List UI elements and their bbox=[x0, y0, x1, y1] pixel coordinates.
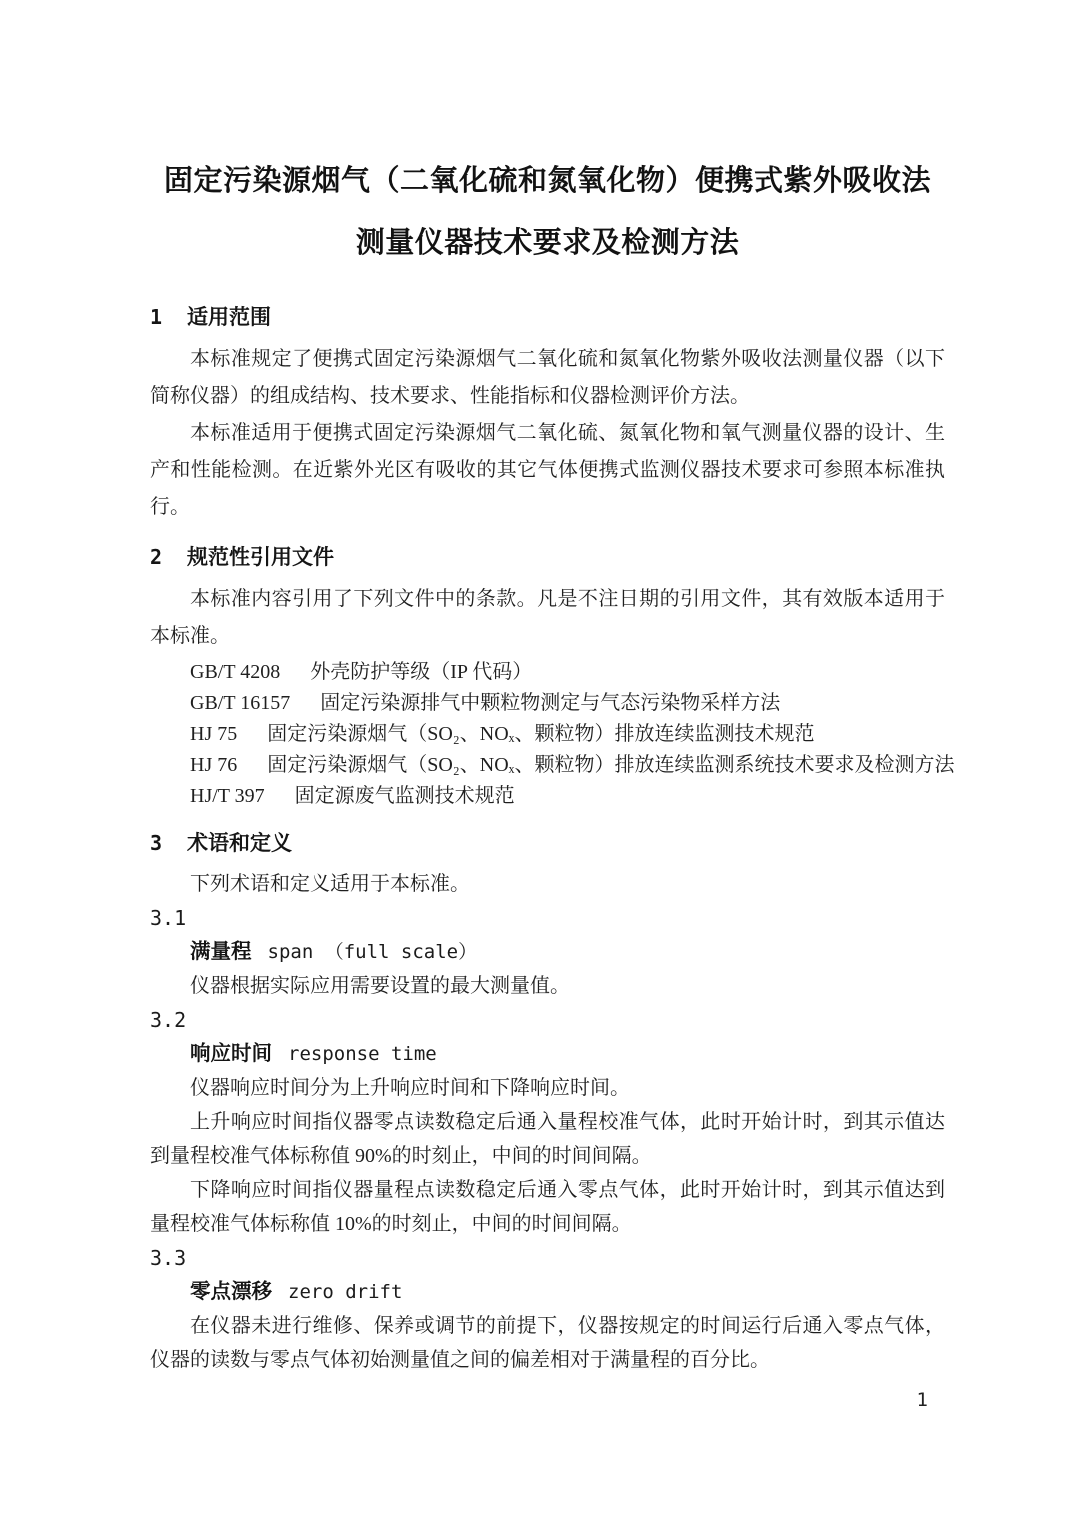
reference-title: 固定源废气监测技术规范 bbox=[294, 785, 515, 807]
section-title: 适用范围 bbox=[187, 306, 271, 329]
term-name-zh: 响应时间 bbox=[190, 1042, 272, 1065]
term-definition: 在仪器未进行维修、保养或调节的前提下，仪器按规定的时间运行后通入零点气体，仪器的读数与零点气体初始测量值之间的偏差相对于满量程的百分比。 bbox=[150, 1315, 945, 1371]
paragraph: 本标准适用于便携式固定污染源烟气二氧化硫、氮氧化物和氧气测量仪器的设计、生产和性能检测。在近紫外光区有吸收的其它气体便携式监测仪器技术要求可参照本标准执行。 bbox=[150, 422, 945, 518]
reference-row bbox=[150, 688, 945, 719]
term-name-en: span （full scale） bbox=[267, 941, 478, 963]
term-number: 3.1 bbox=[150, 906, 187, 930]
reference-code: HJ/T 397 bbox=[190, 785, 265, 807]
section-number: 1 bbox=[150, 305, 163, 329]
reference-row bbox=[150, 750, 955, 781]
term-definition: 上升响应时间指仪器零点读数稳定后通入量程校准气体，此时开始计时，到其示值达到量程校准气体标称值 90%的时刻止，中间的时间间隔。 bbox=[150, 1111, 945, 1167]
reference-title: 固定污染源烟气（SO₂、NOₓ、颗粒物）排放连续监测系统技术要求及检测方法 bbox=[267, 754, 955, 776]
paragraph: 本标准内容引用了下列文件中的条款。凡是不注日期的引用文件，其有效版本适用于本标准。 bbox=[150, 588, 945, 647]
term-name bbox=[150, 1275, 945, 1309]
section-title: 规范性引用文件 bbox=[187, 546, 334, 569]
term-name bbox=[150, 935, 945, 969]
section-title: 术语和定义 bbox=[187, 832, 292, 855]
term-name-en: zero drift bbox=[288, 1281, 403, 1303]
section-heading-3 bbox=[150, 828, 945, 859]
reference-code: HJ 76 bbox=[190, 754, 238, 776]
term-name-en: response time bbox=[288, 1043, 437, 1065]
reference-row bbox=[150, 781, 945, 812]
term-entry-3-3 bbox=[150, 1241, 945, 1377]
term-name-zh: 满量程 bbox=[190, 940, 252, 963]
term-number: 3.3 bbox=[150, 1246, 187, 1270]
paragraph: 本标准规定了便携式固定污染源烟气二氧化硫和氮氧化物紫外吸收法测量仪器（以下简称仪器）的组成结构、技术要求、性能指标和仪器检测评价方法。 bbox=[150, 348, 945, 407]
term-name-zh: 零点漂移 bbox=[190, 1280, 272, 1303]
reference-title: 固定污染源排气中颗粒物测定与气态污染物采样方法 bbox=[320, 692, 781, 714]
section-number: 3 bbox=[150, 831, 163, 855]
term-entry-3-2 bbox=[150, 1003, 945, 1241]
term-definition: 仪器响应时间分为上升响应时间和下降响应时间。 bbox=[190, 1077, 630, 1099]
section-heading-1 bbox=[150, 302, 945, 333]
reference-title: 固定污染源烟气（SO₂、NOₓ、颗粒物）排放连续监测技术规范 bbox=[267, 723, 815, 745]
page-number: 1 bbox=[916, 1389, 928, 1411]
reference-code: GB/T 16157 bbox=[190, 692, 291, 714]
term-name bbox=[150, 1037, 945, 1071]
reference-row bbox=[150, 719, 945, 750]
section-heading-2 bbox=[150, 542, 945, 573]
reference-title: 外壳防护等级（IP 代码） bbox=[310, 661, 533, 683]
term-definition: 下降响应时间指仪器量程点读数稳定后通入零点气体，此时开始计时，到其示值达到量程校准气体标称值 10%的时刻止，中间的时间间隔。 bbox=[150, 1179, 945, 1235]
document-title: 固定污染源烟气（二氧化硫和氮氧化物）便携式紫外吸收法测量仪器技术要求及检测方法 bbox=[163, 165, 931, 259]
reference-row bbox=[150, 657, 945, 688]
reference-code: GB/T 4208 bbox=[190, 661, 281, 683]
section-intro: 下列术语和定义适用于本标准。 bbox=[190, 873, 470, 895]
reference-code: HJ 75 bbox=[190, 723, 238, 745]
terms-list bbox=[150, 901, 945, 1377]
section-number: 2 bbox=[150, 545, 163, 569]
reference-list bbox=[150, 657, 955, 812]
term-number: 3.2 bbox=[150, 1008, 187, 1032]
term-entry-3-1 bbox=[150, 901, 945, 1003]
term-definition: 仪器根据实际应用需要设置的最大测量值。 bbox=[190, 975, 570, 997]
